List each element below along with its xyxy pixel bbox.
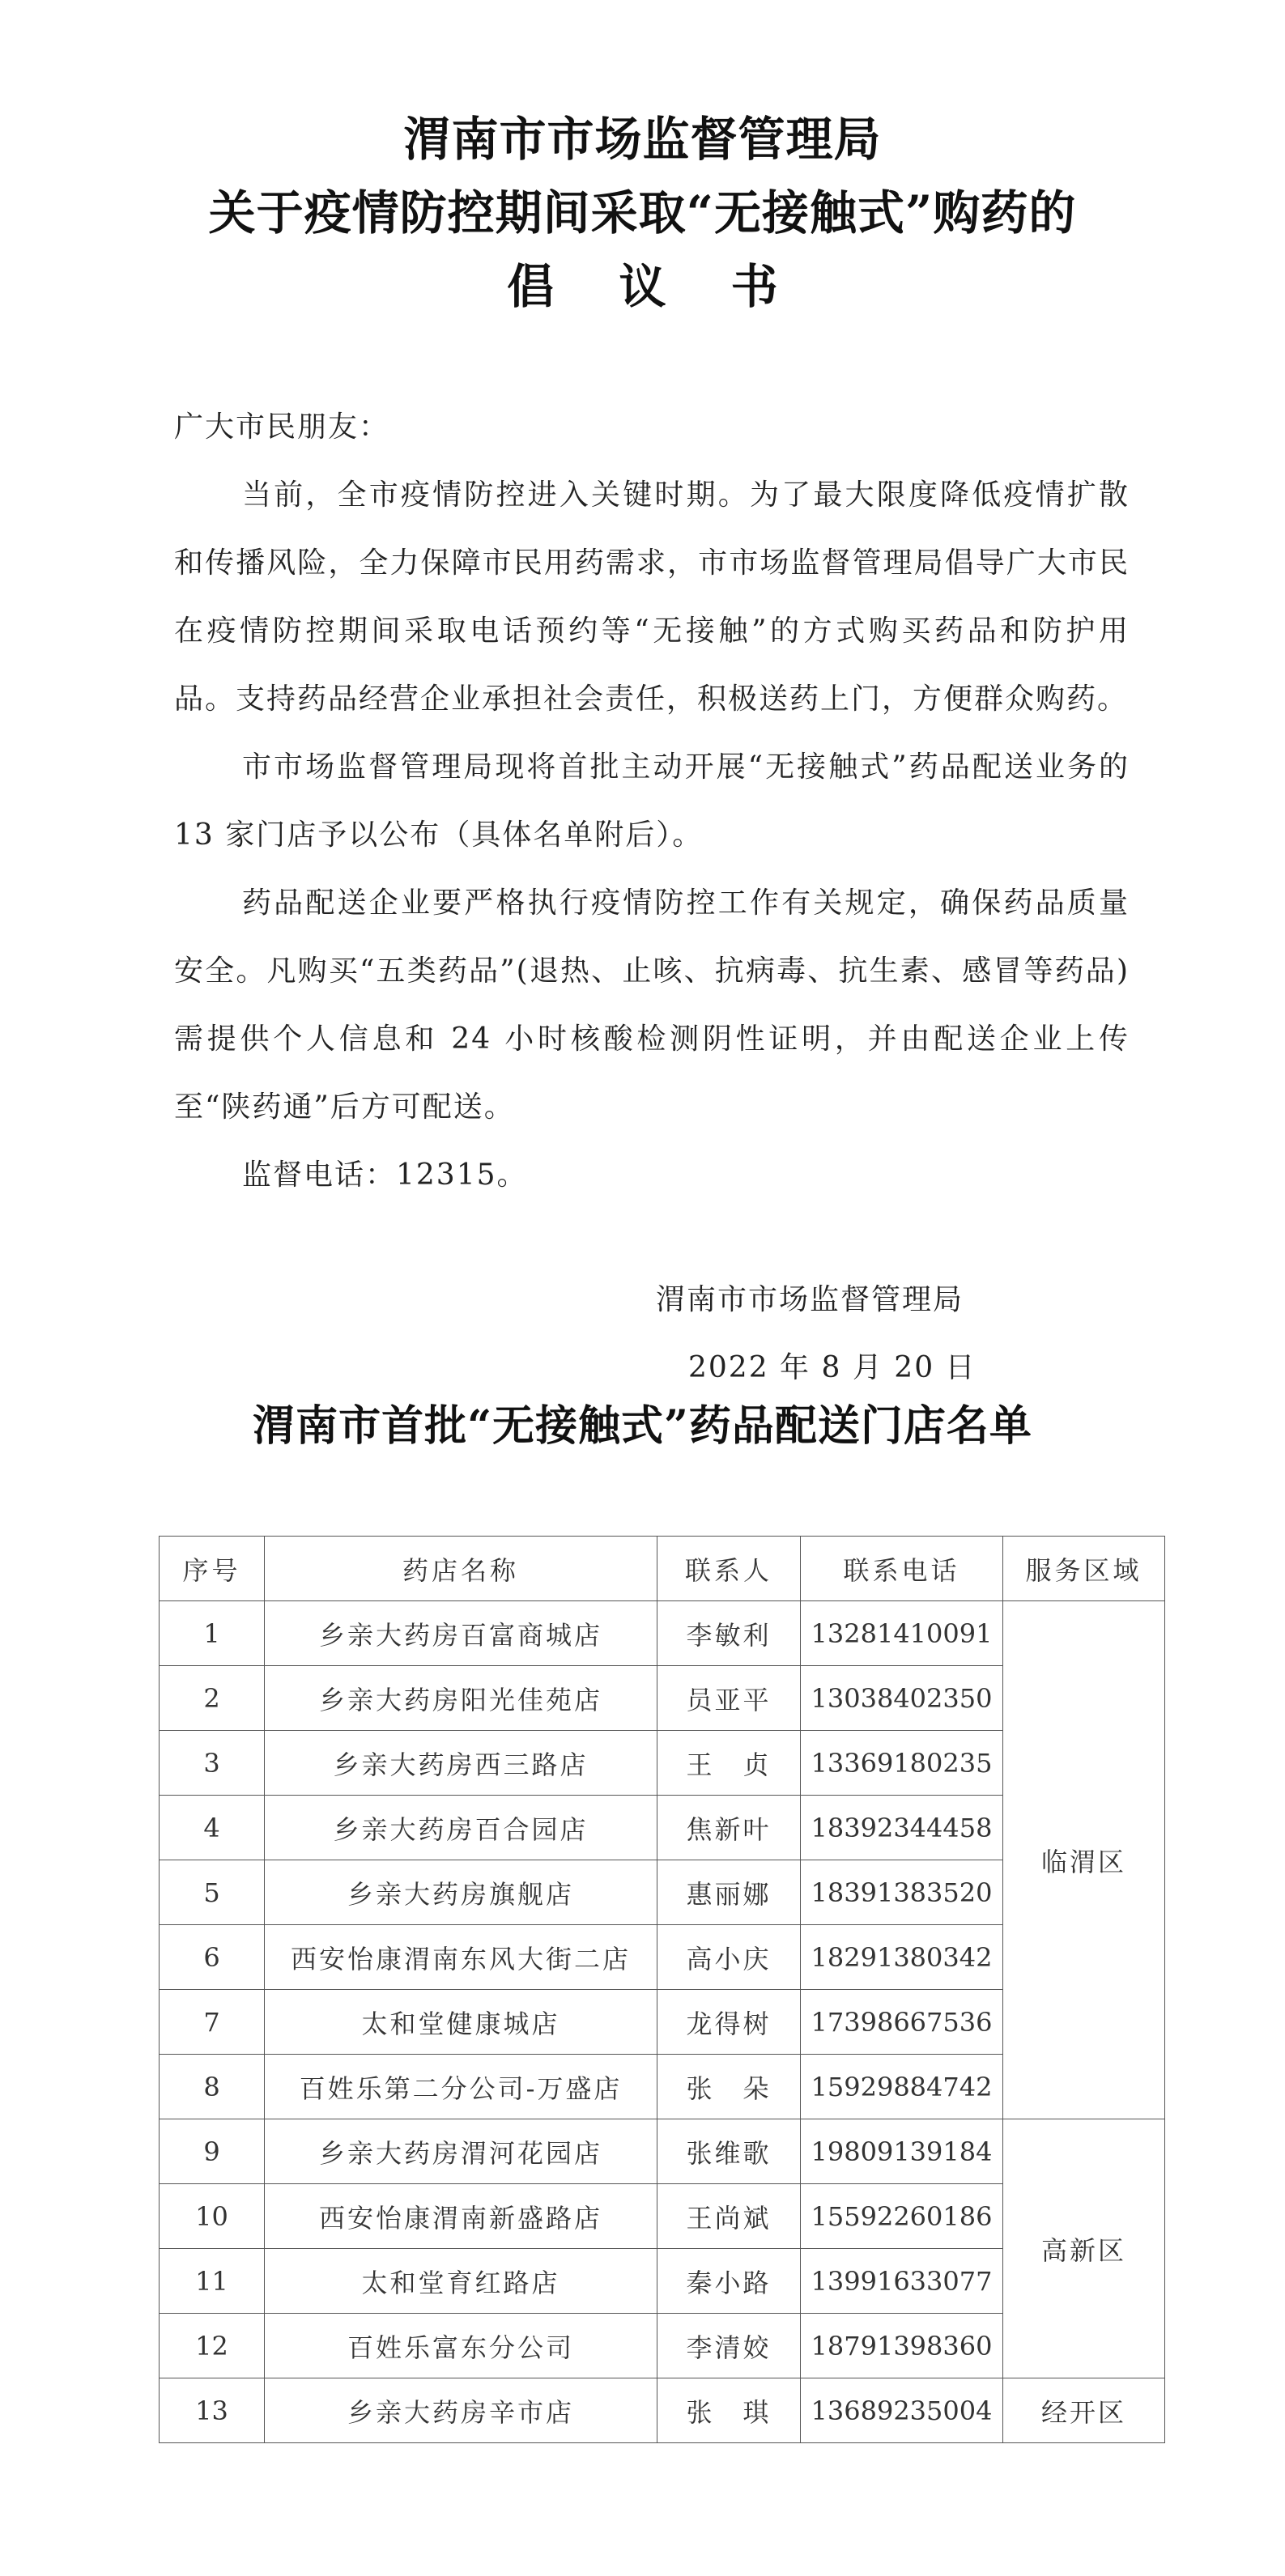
cell-store-name: 西安怡康渭南东风大街二店	[265, 1925, 657, 1990]
paragraph-1: 当前，全市疫情防控进入关键时期。为了最大限度降低疫情扩散和传播风险，全力保障市民用药需求，市市场监督管理局倡导广大市民在疫情防控期间采取电话预约等“无接触”的方式购买药品和防护用品。支持药品经营企业承担社会责任，积极送药上门，方便群众购药。	[174, 478, 1130, 716]
cell-phone: 18291380342	[801, 1925, 1003, 1990]
paragraph-2: 市市场监督管理局现将首批主动开展“无接触式”药品配送业务的 13 家门店予以公布（具体名单附后）。	[174, 750, 1130, 852]
cell-contact: 员亚平	[657, 1666, 801, 1731]
cell-contact: 王尚斌	[657, 2184, 801, 2249]
cell-store-name: 百姓乐第二分公司-万盛店	[265, 2055, 657, 2119]
cell-phone: 15592260186	[801, 2184, 1003, 2249]
cell-phone: 13991633077	[801, 2249, 1003, 2314]
cell-no: 1	[160, 1601, 265, 1666]
cell-contact: 张维歌	[657, 2119, 801, 2184]
paragraph-4: 监督电话：12315。	[242, 1158, 528, 1192]
cell-contact: 张 朵	[657, 2055, 801, 2119]
cell-phone: 13038402350	[801, 1666, 1003, 1731]
cell-no: 7	[160, 1990, 265, 2055]
cell-no: 8	[160, 2055, 265, 2119]
cell-contact: 龙得树	[657, 1990, 801, 2055]
cell-contact: 李敏利	[657, 1601, 801, 1666]
cell-no: 11	[160, 2249, 265, 2314]
cell-contact: 高小庆	[657, 1925, 801, 1990]
cell-region-jingkai: 经开区	[1003, 2378, 1165, 2443]
cell-phone: 13281410091	[801, 1601, 1003, 1666]
cell-contact: 焦新叶	[657, 1796, 801, 1860]
cell-no: 3	[160, 1731, 265, 1796]
cell-contact: 秦小路	[657, 2249, 801, 2314]
cell-store-name: 乡亲大药房百富商城店	[265, 1601, 657, 1666]
cell-no: 6	[160, 1925, 265, 1990]
cell-no: 4	[160, 1796, 265, 1860]
cell-store-name: 西安怡康渭南新盛路店	[265, 2184, 657, 2249]
cell-no: 10	[160, 2184, 265, 2249]
cell-store-name: 太和堂健康城店	[265, 1990, 657, 2055]
signature: 渭南市市场监督管理局	[656, 1283, 964, 1316]
cell-contact: 张 琪	[657, 2378, 801, 2443]
store-table	[159, 1536, 1165, 2443]
cell-store-name: 乡亲大药房西三路店	[265, 1731, 657, 1796]
title-line-2: 关于疫情防控期间采取“无接触式”购药的	[208, 185, 1077, 240]
cell-region-gaoxin: 高新区	[1003, 2119, 1165, 2378]
cell-phone: 13369180235	[801, 1731, 1003, 1796]
cell-store-name: 乡亲大药房百合园店	[265, 1796, 657, 1860]
cell-store-name: 乡亲大药房渭河花园店	[265, 2119, 657, 2184]
table-row	[160, 2119, 1165, 2184]
cell-no: 5	[160, 1860, 265, 1925]
cell-phone: 18392344458	[801, 1796, 1003, 1860]
col-header-phone: 联系电话	[801, 1537, 1003, 1601]
cell-phone: 18391383520	[801, 1860, 1003, 1925]
cell-no: 2	[160, 1666, 265, 1731]
paragraph-3: 药品配送企业要严格执行疫情防控工作有关规定，确保药品质量安全。凡购买“五类药品”(退热、止咳、抗病毒、抗生素、感冒等药品)需提供个人信息和 24 小时核酸检测阴性证明，并由配送企业上传至“陕药通”后方可配送。	[174, 886, 1130, 1124]
cell-region-linwei: 临渭区	[1003, 1601, 1165, 2119]
cell-store-name: 太和堂育红路店	[265, 2249, 657, 2314]
cell-store-name: 乡亲大药房旗舰店	[265, 1860, 657, 1925]
table-row	[160, 2378, 1165, 2443]
cell-store-name: 乡亲大药房辛市店	[265, 2378, 657, 2443]
letter-body	[174, 393, 1130, 1209]
cell-phone: 13689235004	[801, 2378, 1003, 2443]
cell-phone: 19809139184	[801, 2119, 1003, 2184]
cell-no: 13	[160, 2378, 265, 2443]
col-header-no: 序号	[160, 1537, 265, 1601]
cell-no: 9	[160, 2119, 265, 2184]
col-header-region: 服务区域	[1003, 1537, 1165, 1601]
col-header-contact: 联系人	[657, 1537, 801, 1601]
cell-phone: 18791398360	[801, 2314, 1003, 2378]
date: 2022 年 8 月 20 日	[688, 1351, 977, 1384]
cell-contact: 李清姣	[657, 2314, 801, 2378]
table-row	[160, 1601, 1165, 1666]
cell-store-name: 百姓乐富东分公司	[265, 2314, 657, 2378]
salutation: 广大市民朋友：	[174, 410, 390, 444]
store-list-title: 渭南市首批“无接触式”药品配送门店名单	[253, 1401, 1032, 1451]
cell-contact: 惠丽娜	[657, 1860, 801, 1925]
table-header-row	[160, 1537, 1165, 1601]
title-line-3: 倡 议 书	[507, 259, 802, 314]
title-line-1: 渭南市市场监督管理局	[403, 112, 882, 167]
cell-phone: 15929884742	[801, 2055, 1003, 2119]
cell-no: 12	[160, 2314, 265, 2378]
cell-phone: 17398667536	[801, 1990, 1003, 2055]
col-header-name: 药店名称	[265, 1537, 657, 1601]
cell-contact: 王 贞	[657, 1731, 801, 1796]
cell-store-name: 乡亲大药房阳光佳苑店	[265, 1666, 657, 1731]
